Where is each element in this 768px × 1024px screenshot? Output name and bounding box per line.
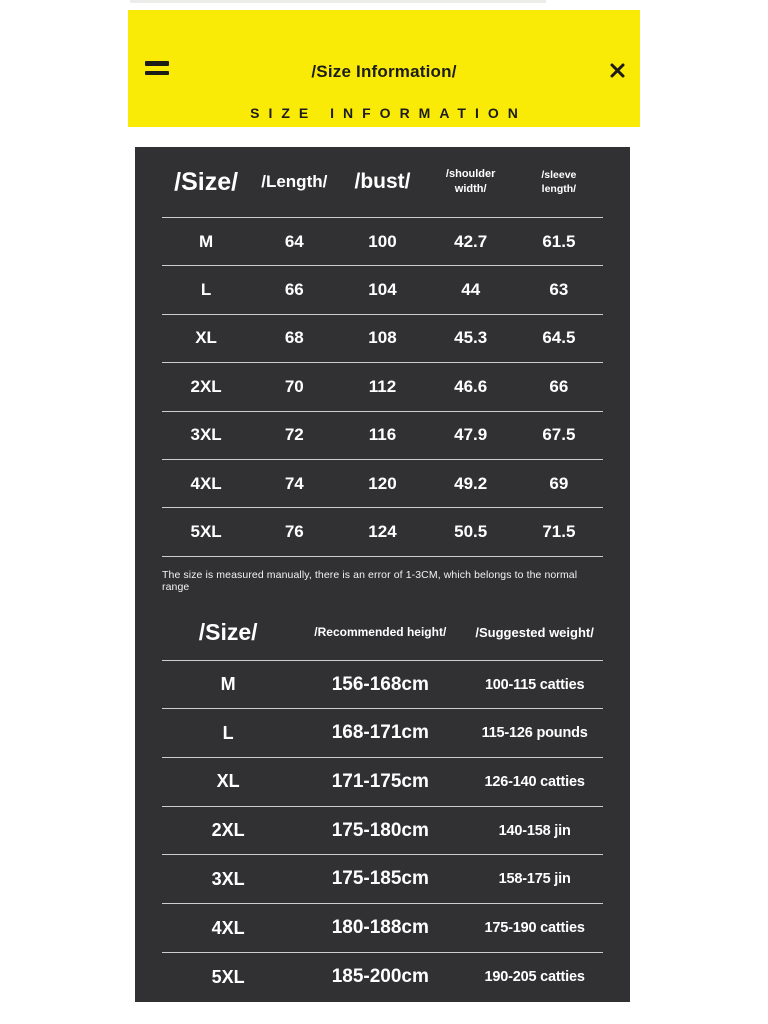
table-cell: L xyxy=(200,280,212,300)
table-cell: 175-185cm xyxy=(331,868,429,890)
table-cell: 115-126 pounds xyxy=(481,725,588,742)
table-row xyxy=(162,953,603,1002)
table-cell: 175-180cm xyxy=(331,819,429,841)
table-cell: 5XL xyxy=(190,522,222,542)
table-cell: 72 xyxy=(284,425,304,445)
size-chart-panel xyxy=(135,147,630,1002)
table-cell: 126-140 catties xyxy=(484,773,585,790)
table-cell: 45.3 xyxy=(454,328,488,348)
fit-table-header xyxy=(162,605,603,661)
table-row xyxy=(162,508,603,556)
table-cell: 70 xyxy=(284,376,304,396)
table-cell: L xyxy=(222,722,234,743)
close-icon[interactable] xyxy=(610,63,625,78)
table-cell: 64.5 xyxy=(542,328,576,348)
table-cell: 2XL xyxy=(211,820,245,841)
table-cell: 44 xyxy=(461,280,481,300)
table-cell: 66 xyxy=(549,376,569,396)
table-cell: 171-175cm xyxy=(331,770,429,792)
table-cell: 175-190 catties xyxy=(484,920,585,937)
fit-table xyxy=(162,605,603,1002)
table-cell: 100 xyxy=(368,231,397,251)
table-cell: 3XL xyxy=(211,868,245,889)
column-header-size: /Size/ xyxy=(198,618,258,645)
table-row xyxy=(162,460,603,508)
table-cell: 124 xyxy=(368,522,397,542)
column-header-sleeve-length: /sleeve length/ xyxy=(541,168,577,195)
table-cell: 76 xyxy=(284,522,304,542)
table-cell: 190-205 catties xyxy=(484,969,585,986)
table-cell: 47.9 xyxy=(454,425,488,445)
column-header-recommended-height: /Recommended height/ xyxy=(314,625,447,640)
table-cell: 74 xyxy=(284,473,304,493)
size-info-banner xyxy=(128,10,640,127)
table-cell: 158-175 jin xyxy=(498,871,571,888)
table-row xyxy=(162,363,603,411)
table-cell: 66 xyxy=(284,280,304,300)
table-row xyxy=(162,855,603,904)
table-row xyxy=(162,412,603,460)
page-top-divider xyxy=(130,0,546,3)
table-cell: 156-168cm xyxy=(331,673,429,695)
table-row xyxy=(162,218,603,266)
table-cell: 180-188cm xyxy=(331,917,429,939)
table-cell: 64 xyxy=(284,231,304,251)
section-heading: SIZE INFORMATION xyxy=(250,105,527,121)
column-header-size: /Size/ xyxy=(174,167,239,196)
table-cell: 71.5 xyxy=(542,522,576,542)
table-cell: 50.5 xyxy=(454,522,488,542)
table-row xyxy=(162,266,603,314)
size-table xyxy=(162,147,603,557)
table-cell: 5XL xyxy=(211,966,245,987)
column-header-suggested-weight: /Suggested weight/ xyxy=(475,624,594,640)
table-cell: 4XL xyxy=(190,473,222,493)
page-title: /Size Information/ xyxy=(311,62,457,81)
table-cell: 63 xyxy=(549,280,569,300)
table-cell: 49.2 xyxy=(454,473,488,493)
table-row xyxy=(162,904,603,953)
measurement-note: The size is measured manually, there is an error of 1-3CM, which belongs to the normal range xyxy=(162,568,578,593)
table-cell: 185-200cm xyxy=(331,966,429,988)
size-table-header xyxy=(162,147,603,218)
table-cell: M xyxy=(220,674,236,695)
table-row xyxy=(162,758,603,807)
table-cell: 67.5 xyxy=(542,425,576,445)
table-cell: 61.5 xyxy=(542,231,576,251)
table-cell: 168-171cm xyxy=(331,722,429,744)
table-cell: 46.6 xyxy=(454,376,488,396)
table-cell: 108 xyxy=(368,328,397,348)
table-row xyxy=(162,709,603,758)
table-cell: 69 xyxy=(549,473,569,493)
table-row xyxy=(162,661,603,710)
table-cell: XL xyxy=(195,328,217,348)
column-header-shoulder-width: /shoulder width/ xyxy=(445,168,496,195)
table-row xyxy=(162,315,603,363)
table-cell: 3XL xyxy=(190,425,222,445)
table-cell: 42.7 xyxy=(454,231,488,251)
table-cell: 140-158 jin xyxy=(498,822,571,839)
table-cell: 120 xyxy=(368,473,397,493)
column-header-length: /Length/ xyxy=(261,172,328,191)
table-cell: 2XL xyxy=(190,376,222,396)
table-cell: 112 xyxy=(368,376,397,396)
table-cell: 68 xyxy=(284,328,304,348)
table-cell: 104 xyxy=(368,280,397,300)
table-row xyxy=(162,807,603,856)
table-cell: 100-115 catties xyxy=(484,676,585,693)
table-cell: XL xyxy=(216,771,240,792)
column-header-bust: /bust/ xyxy=(354,170,411,193)
table-cell: 4XL xyxy=(211,917,245,938)
table-cell: M xyxy=(199,231,214,251)
table-cell: 116 xyxy=(368,425,397,445)
